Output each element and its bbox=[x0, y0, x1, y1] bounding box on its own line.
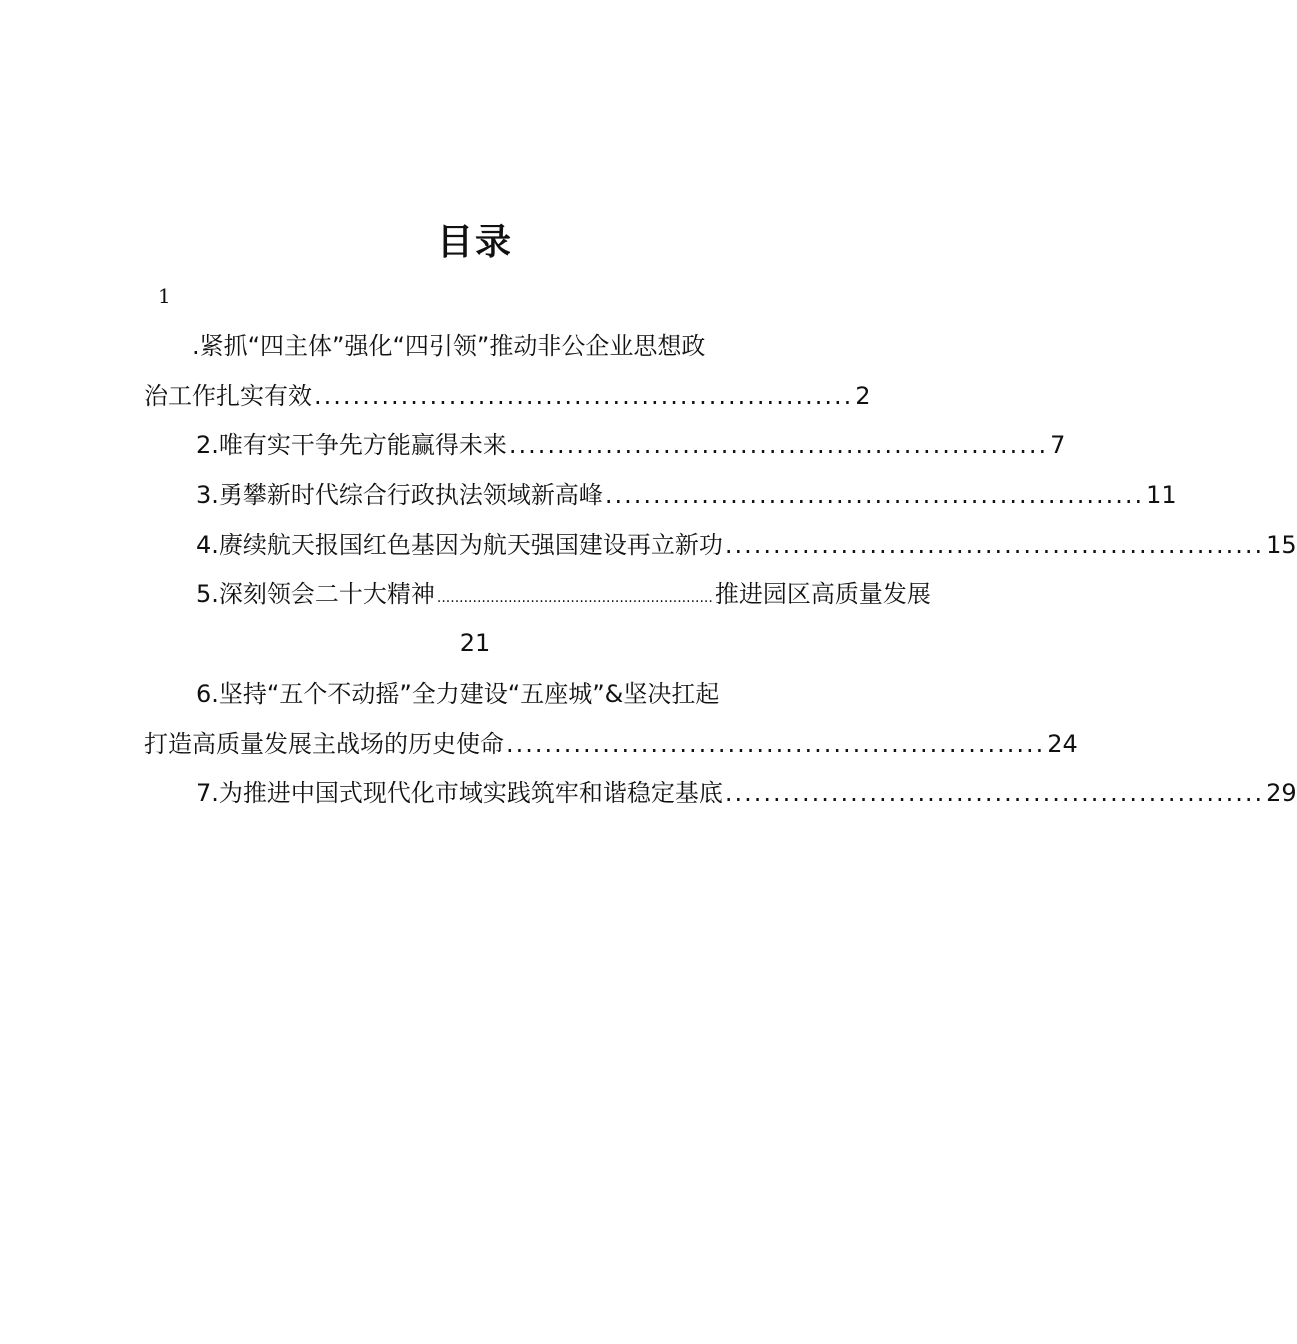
toc-entry-6-leader: ........................................................ bbox=[506, 730, 1046, 758]
toc-entry-7-title: 7.为推进中国式现代化市域实践筑牢和谐稳定基底 bbox=[196, 779, 723, 807]
toc-entry-5 bbox=[196, 578, 931, 614]
toc-entry-1-leader: ........................................................ bbox=[314, 382, 854, 410]
toc-title: 目录 bbox=[436, 221, 513, 263]
toc-entry-4-page: 15 bbox=[1266, 531, 1297, 559]
toc-entry-6-page: 24 bbox=[1047, 730, 1078, 758]
toc-entry-1-page: 2 bbox=[855, 382, 871, 410]
toc-entry-4-title: 4.赓续航天报国红色基因为航天强国建设再立新功 bbox=[196, 531, 723, 559]
toc-entry-3 bbox=[196, 479, 1177, 511]
toc-entry-2-page: 7 bbox=[1050, 431, 1066, 459]
toc-entry-4 bbox=[196, 529, 1297, 561]
toc-entry-7 bbox=[196, 777, 1297, 809]
toc-entry-1-line1: .紧抓“四主体”强化“四引领”推动非公企业思想政 bbox=[192, 332, 706, 360]
toc-entry-6-line2 bbox=[144, 728, 1078, 760]
toc-entry-1-line2 bbox=[144, 380, 871, 412]
toc-entry-2-leader: ........................................................ bbox=[508, 431, 1049, 459]
toc-entry-3-page: 11 bbox=[1146, 481, 1177, 509]
toc-entry-3-title: 3.勇攀新时代综合行政执法领域新高峰 bbox=[196, 481, 603, 509]
toc-entry-7-page: 29 bbox=[1266, 779, 1297, 807]
toc-entry-1-title: 治工作扎实有效 bbox=[144, 382, 312, 410]
toc-entry-7-leader: ........................................................ bbox=[724, 779, 1265, 807]
toc-entry-5-leader: .............................................................. bbox=[436, 590, 713, 606]
toc-entry-6-line1: 6.坚持“五个不动摇”全力建设“五座城”&坚决扛起 bbox=[196, 680, 720, 708]
toc-entry-5-page: 21 bbox=[459, 629, 491, 657]
toc-entry-5-title-right: 推进园区高质量发展 bbox=[714, 580, 931, 608]
toc-entry-2 bbox=[196, 429, 1066, 461]
toc-entry-3-leader: ........................................................ bbox=[604, 481, 1145, 509]
toc-entry-6-title: 打造高质量发展主战场的历史使命 bbox=[144, 730, 504, 758]
toc-entry-2-title: 2.唯有实干争先方能赢得未来 bbox=[196, 431, 507, 459]
stray-number: 1 bbox=[158, 284, 171, 308]
toc-entry-5-title-left: 5.深刻领会二十大精神 bbox=[196, 580, 435, 608]
toc-entry-4-leader: ........................................................ bbox=[724, 531, 1265, 559]
